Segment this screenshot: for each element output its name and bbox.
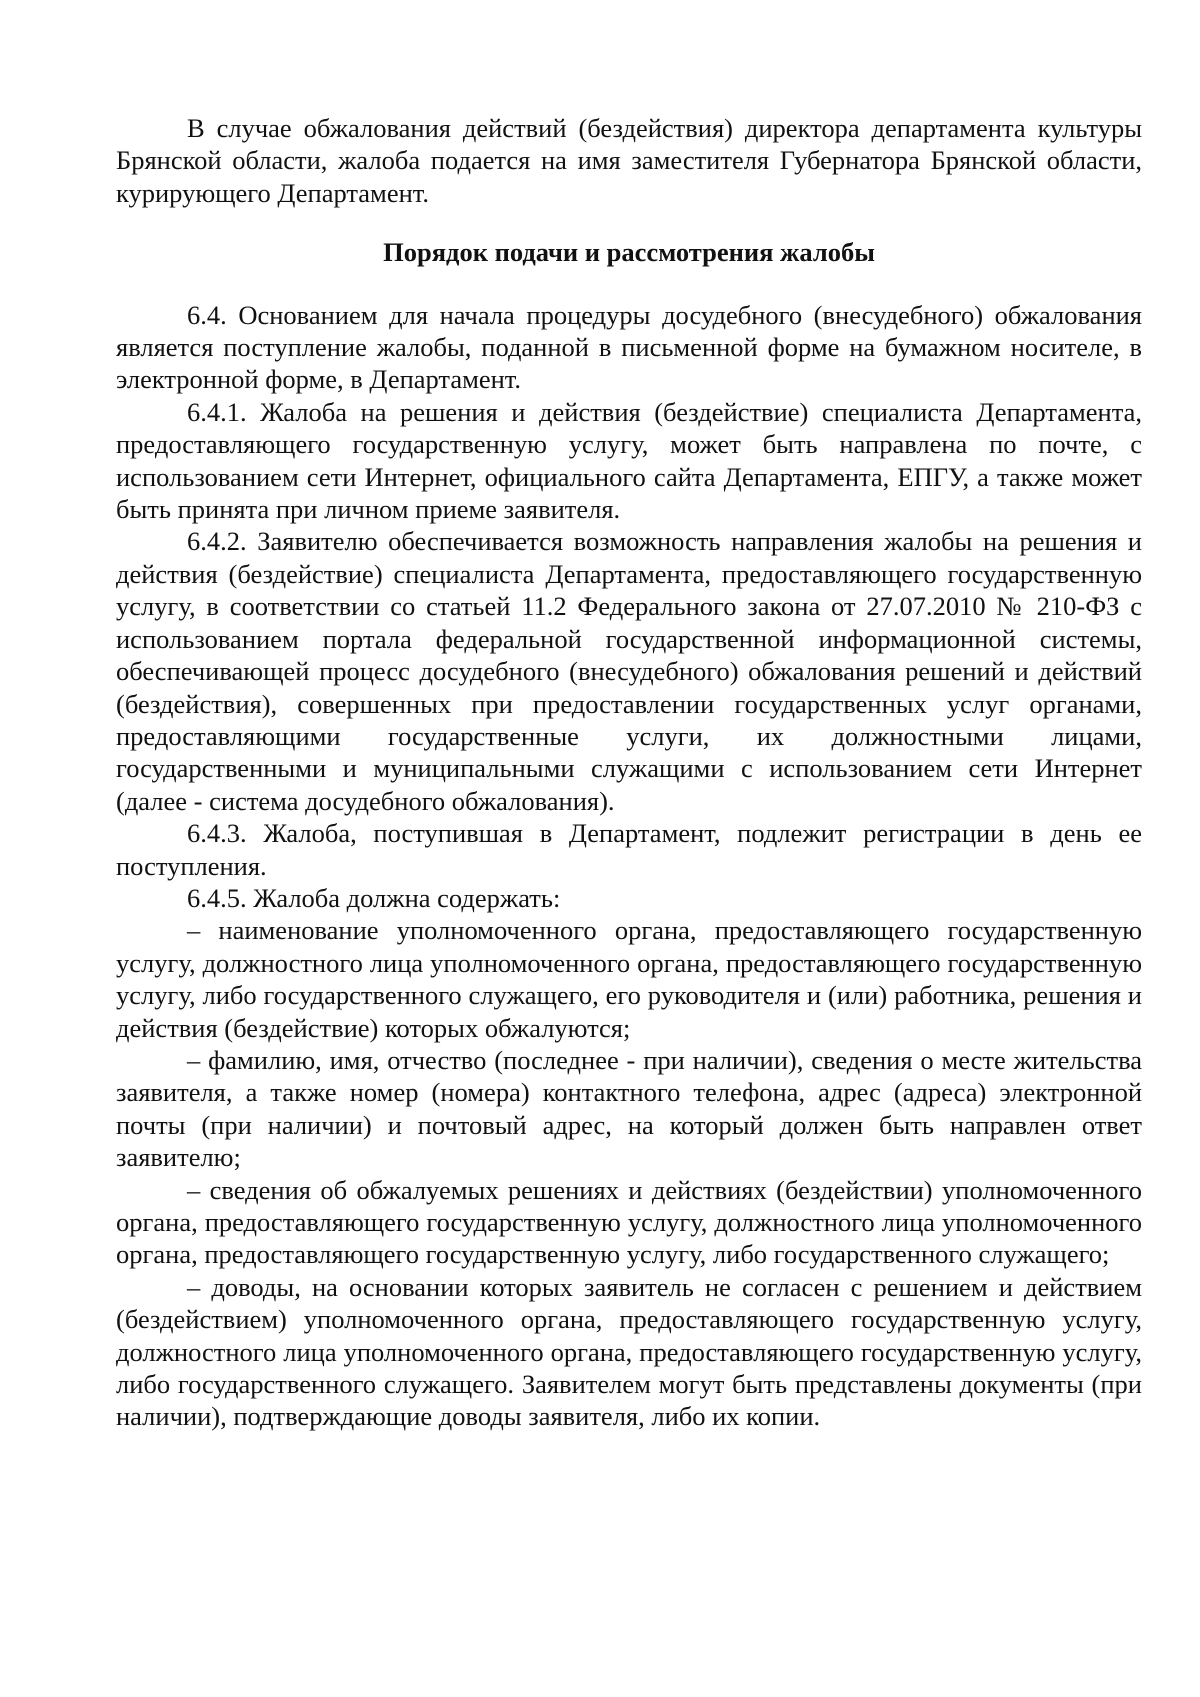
- paragraph-6-4-1: 6.4.1. Жалоба на решения и действия (бездействие) специалиста Департамента, предоставляющего государственную услугу, может быть направлена по почте, с использованием сети Интернет, официального сайта Департамента, ЕПГУ, а также может быть принята при личном приеме заявителя.: [116, 396, 1142, 525]
- paragraph-6-4: 6.4. Основанием для начала процедуры досудебного (внесудебного) обжалования является поступление жалобы, поданной в письменной форме на бумажном носителе, в электронной форме, в Департамент.: [116, 299, 1142, 395]
- list-item-applicant-info: – фамилию, имя, отчество (последнее - при наличии), сведения о месте жительства заявителя, а также номер (номера) контактного телефона, адрес (адреса) электронной почты (при наличии) и почтовый адрес, на который должен быть направлен ответ заявителю;: [116, 1044, 1142, 1173]
- list-item-arguments: – доводы, на основании которых заявитель не согласен с решением и действием (бездействием) уполномоченного органа, предоставляющего государственную услугу, должностного лица уполномоченного органа, предоставляющего государственную услугу, либо государственного служащего. Заявителем могут быть представлены документы (при наличии), подтверждающие доводы заявителя, либо их копии.: [116, 1271, 1142, 1432]
- paragraph-6-4-3: 6.4.3. Жалоба, поступившая в Департамент, подлежит регистрации в день ее поступления.: [116, 818, 1142, 881]
- document-page: [116, 112, 1142, 1433]
- paragraph-6-4-5: 6.4.5. Жалоба должна содержать:: [187, 882, 561, 913]
- intro-paragraph: В случае обжалования действий (бездействия) директора департамента культуры Брянской области, жалоба подается на имя заместителя Губернатора Брянской области, курирующего Департамент.: [116, 113, 1142, 208]
- section-heading: Порядок подачи и рассмотрения жалобы: [383, 237, 875, 268]
- list-item-authority-name: – наименование уполномоченного органа, предоставляющего государственную услугу, должностного лица уполномоченного органа, предоставляющего государственную услугу, либо государственного служащего, его руководителя и (или) работника, решения и действия (бездействие) которых обжалуются;: [116, 915, 1142, 1043]
- list-item-appealed-decisions: – сведения об обжалуемых решениях и действиях (бездействии) уполномоченного органа, предоставляющего государственную услугу, должностного лица уполномоченного органа, предоставляющего государственную услугу, либо государственного служащего;: [116, 1174, 1142, 1270]
- paragraph-6-4-2: 6.4.2. Заявителю обеспечивается возможность направления жалобы на решения и действия (бездействие) специалиста Департамента, предоставляющего государственную услугу, в соответствии со статьей 11.2 Федерального закона от 27.07.2010 № 210-ФЗ с использованием портала федеральной государственной информационной системы, обеспечивающей процесс досудебного (внесудебного) обжалования решений и действий (бездействия), совершенных при предоставлении государственных услуг органами, предоставляющими государственные услуги, их должностными лицами, государственными и муниципальными служащими с использованием сети Интернет (далее - система досудебного обжалования).: [116, 526, 1142, 816]
